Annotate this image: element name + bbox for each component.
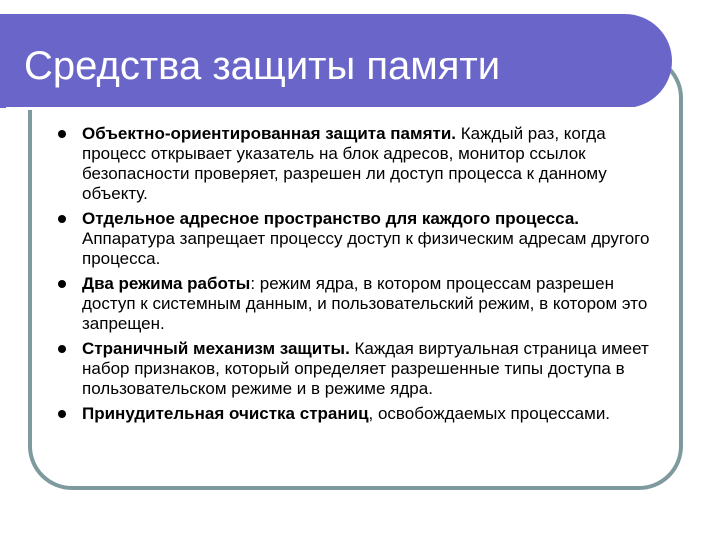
bullet-item <box>50 339 665 399</box>
bullet-dot-icon <box>58 280 66 288</box>
bullet-list <box>50 124 665 429</box>
bullet-item <box>50 404 665 424</box>
bullet-text: , освобождаемых процессами. <box>368 404 611 423</box>
bullet-dot-icon <box>58 410 66 418</box>
bullet-text: : режим ядра, в котором процессам разрешен доступ к системным данным, и пользовательский режим, в котором это запрещен. <box>82 274 648 333</box>
bullet-text: Каждая виртуальная страница имеет набор признаков, который определяет разрешенные типы доступа в пользовательском режиме и в режиме ядра. <box>82 339 649 398</box>
title-bar <box>0 14 672 108</box>
bullet-heading: Два режима работы <box>82 274 251 293</box>
title-underline <box>6 107 638 110</box>
bullet-dot-icon <box>58 345 66 353</box>
bullet-heading: Объектно-ориентированная защита памяти. <box>82 124 456 143</box>
bullet-heading: Отдельное адресное пространство для каждого процесса. <box>82 209 580 228</box>
bullet-dot-icon <box>58 215 66 223</box>
bullet-text: Аппаратура запрещает процессу доступ к физическим адресам другого процесса. <box>82 229 650 268</box>
slide-title: Средства защиты памяти <box>24 44 501 88</box>
bullet-text: Каждый раз, когда процесс открывает указатель на блок адресов, монитор ссылок безопасности проверяет, разрешен ли доступ процесса к данному объекту. <box>82 124 607 203</box>
bullet-heading: Принудительная очистка страниц <box>82 404 369 423</box>
bullet-dot-icon <box>58 130 66 138</box>
bullet-item <box>50 209 665 269</box>
bullet-item <box>50 124 665 204</box>
bullet-item <box>50 274 665 334</box>
bullet-heading: Страничный механизм защиты. <box>82 339 350 358</box>
